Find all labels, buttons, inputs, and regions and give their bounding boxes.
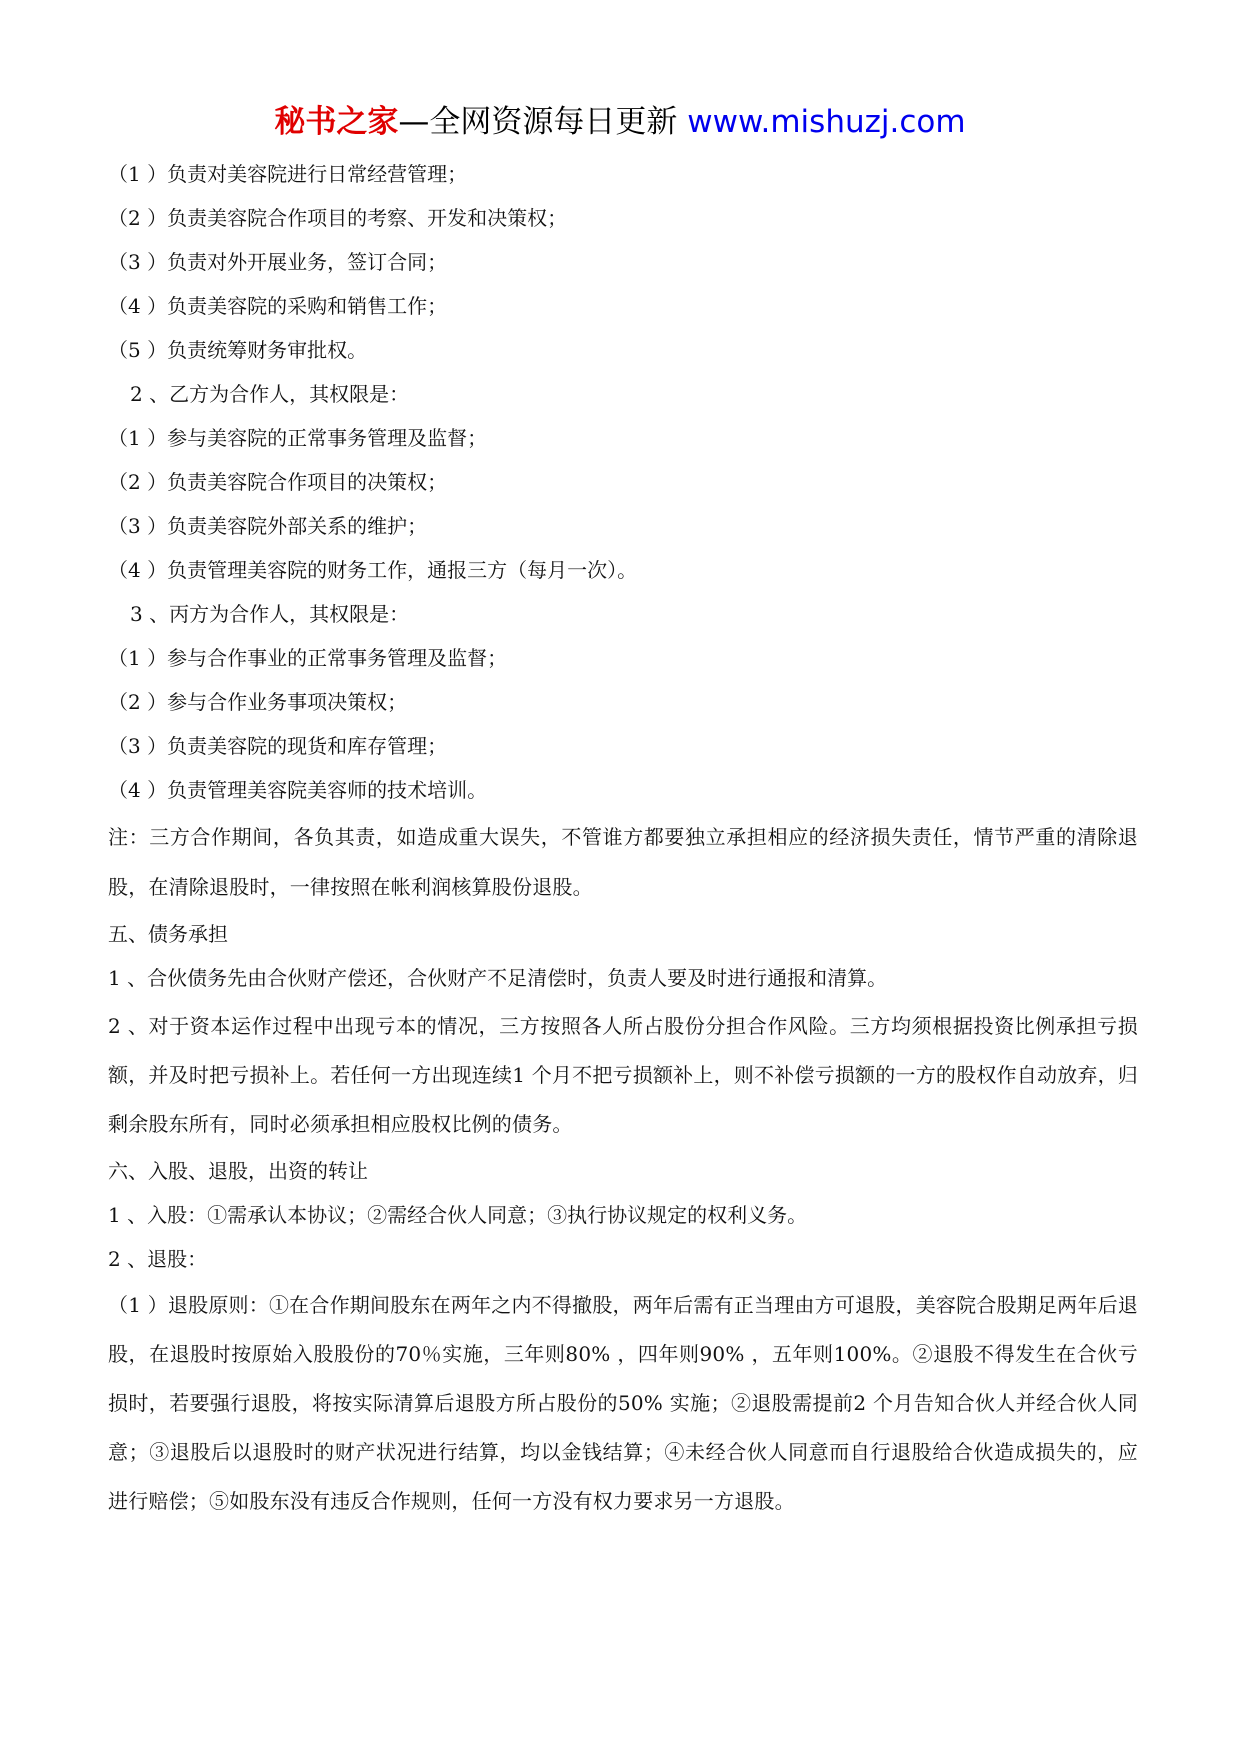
- party-b-item-1: （1 ）参与美容院的正常事务管理及监督；: [108, 426, 488, 450]
- party-a-item-4: （4 ）负责美容院的采购和销售工作；: [108, 294, 448, 318]
- section-5-item-1: 1 、合伙债务先由合伙财产偿还，合伙财产不足清偿时，负责人要及时进行通报和清算。: [108, 966, 888, 990]
- party-b-heading: 2 、乙方为合作人，其权限是：: [130, 382, 410, 406]
- party-c-item-4: （4 ）负责管理美容院美容师的技术培训。: [108, 778, 488, 802]
- document-body: [108, 152, 1138, 1526]
- site-banner: [0, 100, 1240, 144]
- party-c-item-1: （1 ）参与合作事业的正常事务管理及监督；: [108, 646, 508, 670]
- section-5-item-2: 2 、对于资本运作过程中出现亏本的情况，三方按照各人所占股份分担合作风险。三方均须根据投资比例承担亏损额，并及时把亏损补上。若任何一方出现连续1 个月不把亏损额补上，则不补偿亏损额的一方的股权作自动放弃，归剩余股东所有，同时必须承担相应股权比例的债务。: [108, 1014, 1138, 1136]
- party-a-item-1: （1 ）负责对美容院进行日常经营管理；: [108, 162, 468, 186]
- banner-brand: 秘书之家: [274, 104, 399, 140]
- party-a-item-3: （3 ）负责对外开展业务，签订合同；: [108, 250, 448, 274]
- party-a-item-5: （5 ）负责统筹财务审批权。: [108, 338, 368, 362]
- section-6-withdrawal-rules: （1 ）退股原则：①在合作期间股东在两年之内不得撤股，两年后需有正当理由方可退股，美容院合股期足两年后退股，在退股时按原始入股股份的70％实施，三年则80% ，四年则90% ，五年则100%。②退股不得发生在合伙亏损时，若要强行退股，将按实际清算后退股方所占股份的50% 实施；②退股需提前2 个月告知合伙人并经合伙人同意；③退股后以退股时的财产状况进行结算，均以金钱结算；④未经合伙人同意而自行退股给合伙造成损失的，应进行赔偿；⑤如股东没有违反合作规则，任何一方没有权力要求另一方退股。: [108, 1293, 1138, 1513]
- section-5-title: 五、债务承担: [108, 922, 228, 946]
- party-a-item-2: （2 ）负责美容院合作项目的考察、开发和决策权；: [108, 206, 568, 230]
- section-6-item-1: 1 、入股：①需承认本协议；②需经合伙人同意；③执行协议规定的权利义务。: [108, 1203, 808, 1227]
- party-b-item-2: （2 ）负责美容院合作项目的决策权；: [108, 470, 448, 494]
- banner-url-link[interactable]: www.mishuzj.com: [687, 104, 966, 140]
- party-b-item-3: （3 ）负责美容院外部关系的维护；: [108, 514, 428, 538]
- party-c-item-3: （3 ）负责美容院的现货和库存管理；: [108, 734, 448, 758]
- section-6-item-2: 2 、退股：: [108, 1247, 208, 1271]
- note-paragraph: 注：三方合作期间，各负其责，如造成重大误失，不管谁方都要独立承担相应的经济损失责任，情节严重的清除退股，在清除退股时，一律按照在帐利润核算股份退股。: [108, 825, 1138, 899]
- party-b-item-4: （4 ）负责管理美容院的财务工作，通报三方（每月一次）。: [108, 558, 638, 582]
- party-c-item-2: （2 ）参与合作业务事项决策权；: [108, 690, 408, 714]
- section-6-title: 六、入股、退股，出资的转让: [108, 1159, 368, 1183]
- banner-slogan: —全网资源每日更新: [398, 104, 688, 140]
- party-c-heading: 3 、丙方为合作人，其权限是：: [130, 602, 410, 626]
